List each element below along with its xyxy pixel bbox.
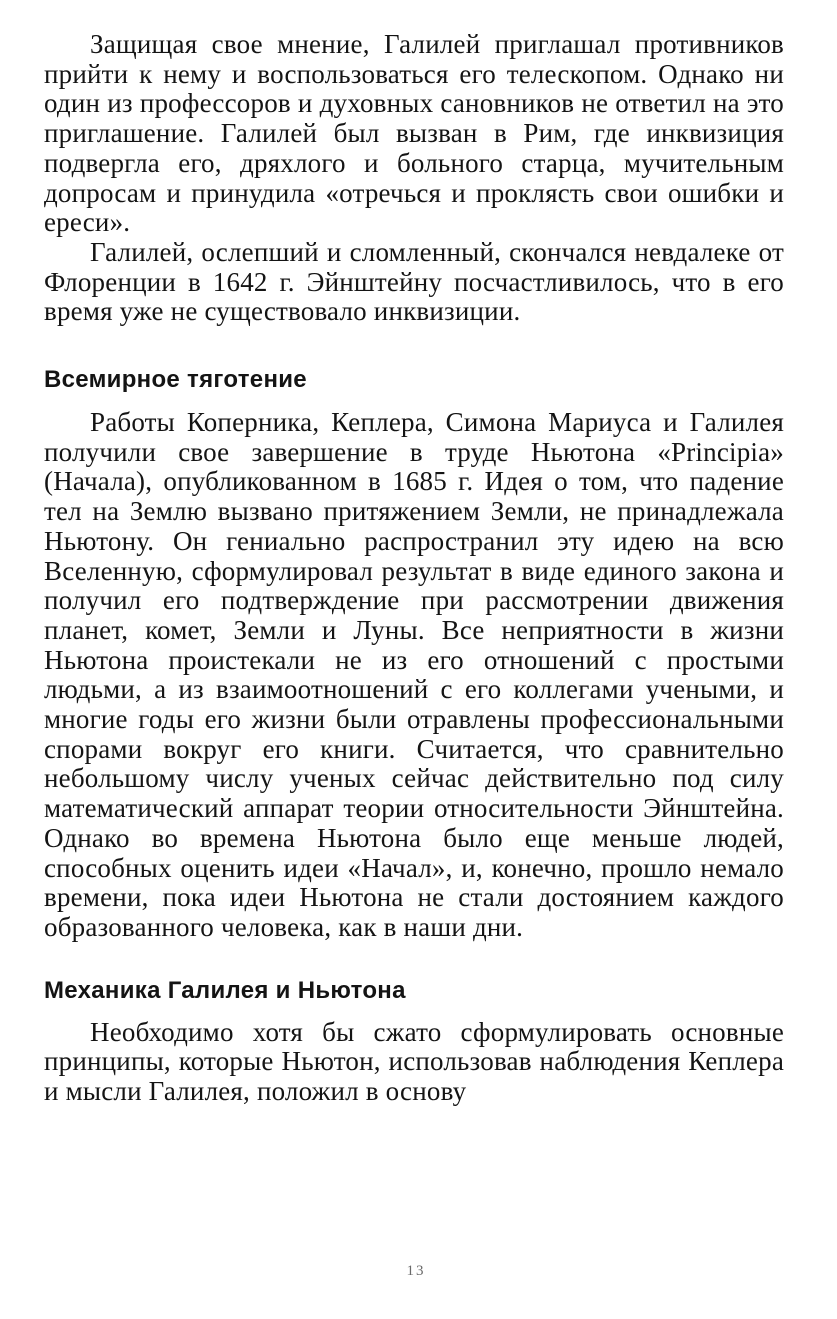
section-heading-mechanics: Механика Галилея и Ньютона bbox=[44, 976, 406, 1004]
paragraph-mechanics: Необходимо хотя бы сжато сформулировать основные принципы, которые Ньютон, использовав наблюдения Кеплера и мысли Галилея, положил в основу bbox=[44, 1016, 784, 1107]
section-heading-universal-gravitation: Всемирное тяготение bbox=[44, 366, 307, 394]
page-number: 13 bbox=[406, 1263, 426, 1279]
paragraph-galileo-defense: Защищая свое мнение, Галилей приглашал противников прийти к нему и воспользоваться его телескопом. Однако ни один из профессоров и духовных сановников не ответил на это приглашение. Галилей был вызван в Рим, где инквизиция подвергла его, дряхлого и больного старца, мучительным допросам и принудила «отречься и проклясть свои ошибки и ереси». bbox=[44, 29, 784, 238]
document-page bbox=[44, 30, 784, 1107]
paragraph-galileo-death: Галилей, ослепший и сломленный, скончался невдалеке от Флоренции в 1642 г. Эйнштейну посчастливилось, что в его время уже не существовало инквизиции. bbox=[44, 236, 784, 327]
paragraph-universal-gravitation: Работы Коперника, Кеплера, Симона Мариуса и Галилея получили свое завершение в труде Ньютона «Principia» (Начала), опубликованном в 1685 г. Идея о том, что падение тел на Землю вызвано притяжением Земли, не принадлежала Ньютону. Он гениально распространил эту идею на всю Вселенную, сформулировал результат в виде единого закона и получил его подтверждение при рассмотрении движения планет, комет, Земли и Луны. Все неприятности в жизни Ньютона проистекали не из его отношений с простыми людьми, а из взаимоотношений с его коллегами учеными, и многие годы его жизни были отравлены профессиональными спорами вокруг его книги. Считается, что сравнительно небольшому числу ученых сейчас действительно под силу математический аппарат теории относительности Эйнштейна. Однако во времена Ньютона было еще меньше людей, способных оценить идеи «Начал», и, конечно, прошло немало времени, пока идеи Ньютона не стали достоянием каждого образованного человека, как в наши дни. bbox=[44, 407, 784, 942]
